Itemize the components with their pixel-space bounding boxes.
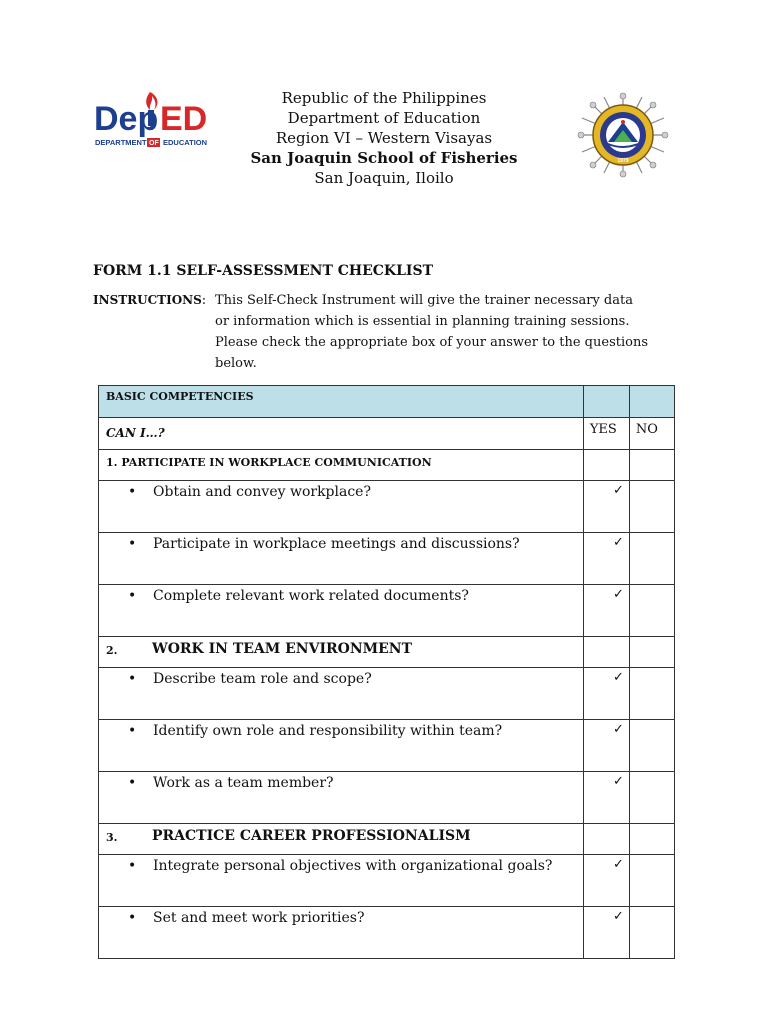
svg-text:1979: 1979: [617, 158, 629, 164]
instructions-line: Please check the appropriate box of your answer to the questions: [215, 335, 648, 350]
svg-text:OF: OF: [149, 140, 159, 147]
table-row: [99, 481, 675, 533]
header-yes-cell: [583, 386, 629, 418]
bullet-icon: •: [128, 858, 137, 874]
table-row: [99, 533, 675, 585]
can-row: [99, 418, 675, 450]
section-number: 2.: [106, 644, 118, 657]
instructions-line: This Self-Check Instrument will give the trainer necessary data: [215, 293, 633, 308]
instructions-line: or information which is essential in planning training sessions.: [215, 314, 630, 329]
table-row: [99, 720, 675, 772]
deped-wordmark-ed: ED: [160, 100, 208, 138]
bullet-icon: •: [128, 910, 137, 926]
header-cell: [99, 386, 584, 418]
yes-checkbox[interactable]: [583, 481, 629, 533]
yes-checkbox[interactable]: [583, 668, 629, 720]
instructions-line: below.: [215, 356, 257, 371]
instructions-colon: :: [201, 293, 207, 308]
header-location: San Joaquin, Iloilo: [314, 169, 454, 187]
section-row: [99, 637, 675, 668]
checkmark-icon: ✓: [613, 722, 624, 737]
section-number: 3.: [106, 831, 118, 844]
bullet-icon: •: [128, 723, 137, 739]
yes-checkbox[interactable]: [583, 855, 629, 907]
table-header-row: [99, 386, 675, 418]
section-title: 1. PARTICIPATE IN WORKPLACE COMMUNICATION: [106, 456, 432, 469]
question-text: Complete relevant work related documents?: [153, 588, 469, 604]
question-text: Obtain and convey workplace?: [153, 484, 371, 500]
checkmark-icon: ✓: [613, 857, 624, 872]
no-column-label: NO: [635, 422, 658, 437]
checkmark-icon: ✓: [613, 909, 624, 924]
no-checkbox[interactable]: [629, 772, 674, 824]
deped-subtitle: DEPARTMENT: [95, 138, 147, 147]
bullet-icon: •: [128, 588, 137, 604]
table-row: [99, 907, 675, 959]
table-row: [99, 668, 675, 720]
no-checkbox[interactable]: [629, 907, 674, 959]
bullet-icon: •: [128, 671, 137, 687]
yes-checkbox[interactable]: [583, 720, 629, 772]
school-seal-icon: [576, 92, 670, 178]
basic-competencies-heading: BASIC COMPETENCIES: [106, 390, 254, 403]
header-no-cell: [629, 386, 674, 418]
instructions-body: [215, 290, 680, 374]
yes-checkbox[interactable]: [583, 772, 629, 824]
question-text: Work as a team member?: [153, 775, 334, 791]
section-row: [99, 450, 675, 481]
checkmark-icon: ✓: [613, 774, 624, 789]
checkmark-icon: ✓: [613, 483, 624, 498]
question-text: Integrate personal objectives with organizational goals?: [153, 858, 553, 874]
yes-checkbox[interactable]: [583, 907, 629, 959]
form-title: FORM 1.1 SELF-ASSESSMENT CHECKLIST: [93, 263, 434, 279]
header-school: San Joaquin School of Fisheries: [250, 149, 518, 167]
svg-text:EDUCATION: EDUCATION: [163, 138, 208, 147]
section-row: [99, 824, 675, 855]
instructions: [93, 290, 693, 371]
question-text: Set and meet work priorities?: [153, 910, 365, 926]
section-title: PRACTICE CAREER PROFESSIONALISM: [152, 828, 471, 844]
bullet-icon: •: [128, 484, 137, 500]
table-row: [99, 585, 675, 637]
question-text: Participate in workplace meetings and discussions?: [153, 536, 520, 552]
no-checkbox[interactable]: [629, 855, 674, 907]
checkmark-icon: ✓: [613, 587, 624, 602]
bullet-icon: •: [128, 536, 137, 552]
deped-wordmark-d: Dep: [94, 100, 159, 138]
section-title: WORK IN TEAM ENVIRONMENT: [152, 641, 413, 657]
header-republic: Republic of the Philippines: [281, 89, 487, 107]
checkmark-icon: ✓: [613, 670, 624, 685]
bullet-icon: •: [128, 775, 137, 791]
question-text: Describe team role and scope?: [153, 671, 372, 687]
instructions-label: INSTRUCTIONS: [93, 293, 202, 307]
table-row: [99, 772, 675, 824]
table-row: [99, 855, 675, 907]
no-checkbox[interactable]: [629, 720, 674, 772]
yes-column-label: YES: [589, 422, 617, 437]
no-checkbox[interactable]: [629, 533, 674, 585]
header-region: Region VI – Western Visayas: [275, 129, 493, 147]
yes-checkbox[interactable]: [583, 533, 629, 585]
no-checkbox[interactable]: [629, 668, 674, 720]
header-department: Department of Education: [287, 109, 481, 127]
checklist-table: [98, 385, 675, 959]
question-text: Identify own role and responsibility within team?: [153, 723, 503, 739]
yes-checkbox[interactable]: [583, 585, 629, 637]
no-checkbox[interactable]: [629, 585, 674, 637]
can-i-label: CAN I…?: [106, 426, 165, 440]
no-checkbox[interactable]: [629, 481, 674, 533]
checkmark-icon: ✓: [613, 535, 624, 550]
